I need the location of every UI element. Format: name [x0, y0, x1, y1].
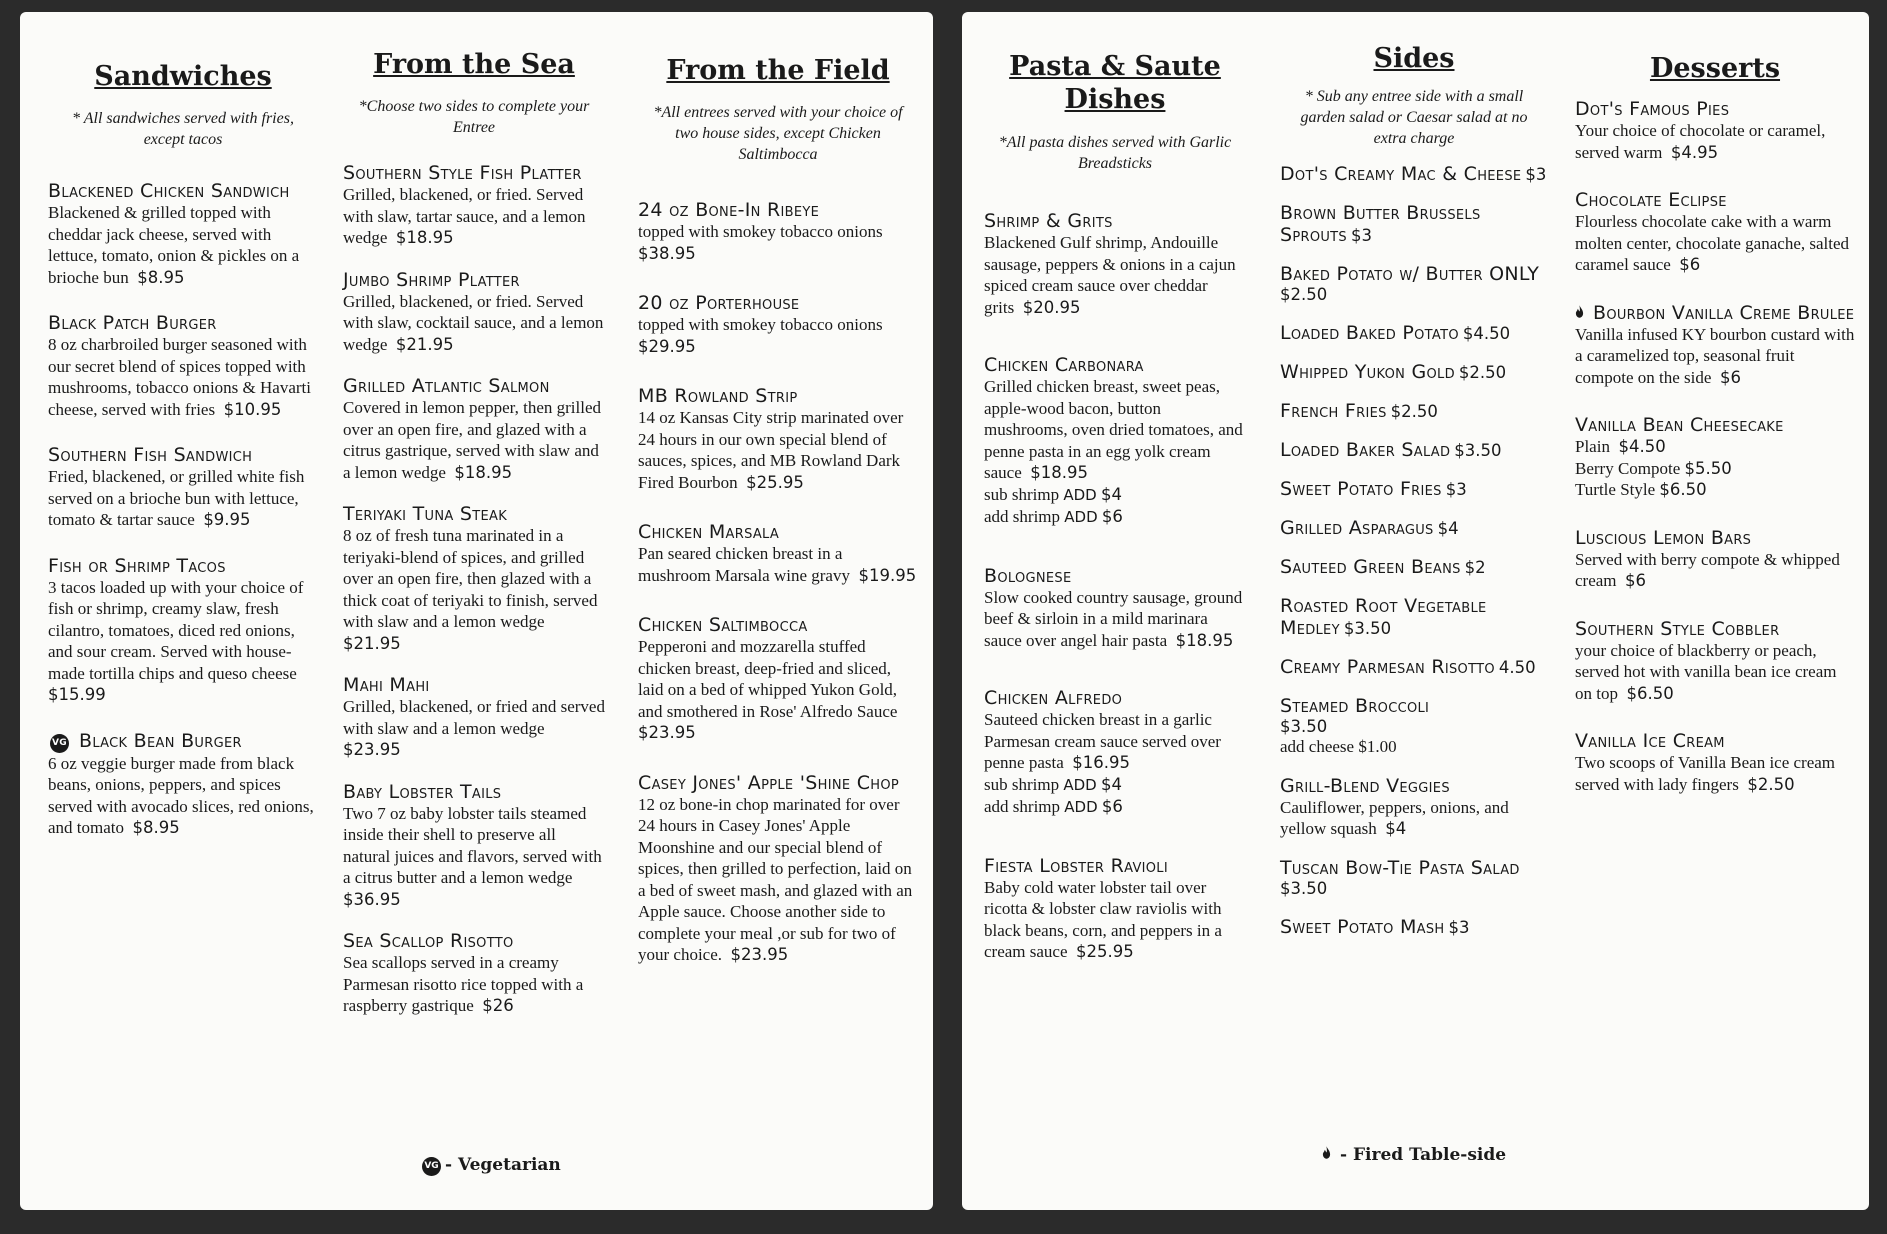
item-price: $3 [1445, 480, 1467, 499]
item-desc: 12 oz bone-in chop marinated for over 24 hours in Casey Jones' Apple Moonshine and our special blend of spices, then grilled to perfection, laid on a bed of sweet mash, and glazed with an Apple sauce. Choose another side to complete your meal ,or sub for two of your choice. [638, 794, 913, 964]
menu-item [638, 385, 918, 493]
side-item [1280, 695, 1548, 758]
side-item [1280, 361, 1548, 383]
item-name: French Fries [1280, 400, 1387, 422]
item-desc: Grilled, blackened, or fried. Served with slaw, tartar sauce, and a lemon wedge [343, 185, 586, 247]
desserts-section [1575, 52, 1855, 815]
item-desc: Vanilla infused KY bourbon custard with a caramelized top, seasonal fruit compote on the side [1575, 324, 1855, 387]
menu-item [1575, 98, 1855, 163]
item-name: Dot's Famous Pies [1575, 98, 1730, 120]
pasta-heading [984, 50, 1246, 116]
item-price: $26 [482, 996, 514, 1015]
option-label: add shrimp [984, 507, 1061, 526]
item-desc: topped with smokey tobacco onions [638, 222, 883, 241]
item-desc: Your choice of chocolate or caramel, served warm [1575, 121, 1826, 162]
item-price: $21.95 [343, 633, 401, 653]
item-name: Mahi Mahi [343, 674, 430, 696]
item-name: 20 oz Porterhouse [638, 292, 800, 314]
sub-shrimp-option [984, 484, 1246, 507]
item-desc: Pepperoni and mozzarella stuffed chicken breast, deep-fried and sliced, laid on a bed of whipped Yukon Gold, and smothered in Rose' Alfredo Sauce [638, 637, 898, 721]
side-item [1280, 857, 1548, 899]
item-price: $2.50 [1458, 363, 1507, 382]
side-item [1280, 775, 1548, 840]
side-item [1280, 322, 1548, 344]
item-name: Baked Potato w/ Butter ONLY [1280, 263, 1540, 285]
pasta-heading-line1: Pasta & Saute [1009, 51, 1221, 82]
menu-page-right [962, 12, 1869, 1210]
item-name: Whipped Yukon Gold [1280, 361, 1455, 383]
item-name: Jumbo Shrimp Platter [343, 268, 520, 291]
item-price: $16.95 [1072, 753, 1131, 772]
field-section [638, 54, 918, 986]
side-item [1280, 163, 1548, 185]
item-desc: Cauliflower, peppers, onions, and yellow squash [1280, 797, 1509, 838]
menu-item [343, 269, 605, 356]
item-price: $3.50 [1280, 878, 1328, 898]
item-name: 24 oz Bone-In Ribeye [638, 199, 820, 221]
option-label: sub shrimp [984, 484, 1060, 504]
item-price: $3.50 [1343, 619, 1392, 638]
menu-item [638, 772, 918, 966]
item-name: Sweet Potato Mash [1280, 915, 1445, 938]
item-name: Loaded Baked Potato [1280, 322, 1459, 344]
item-desc: your choice of blackberry or peach, served hot with vanilla bean ice cream on top [1575, 640, 1837, 703]
item-option [1575, 436, 1855, 458]
item-name: Chicken Carbonara [984, 354, 1144, 376]
item-name: Dot's Creamy Mac & Cheese [1280, 163, 1522, 185]
item-price: $8.95 [132, 818, 180, 837]
item-desc: Served with berry compote & whipped cream [1575, 549, 1840, 590]
item-desc: Pan seared chicken breast in a mushroom Marsala wine gravy [638, 544, 850, 585]
sea-note: *Choose two sides to complete your Entree [358, 98, 590, 136]
item-name: Teriyaki Tuna Steak [343, 503, 508, 525]
sea-section [343, 48, 605, 1037]
item-price: $6 [1719, 367, 1741, 387]
sides-heading: Sides [1373, 43, 1455, 74]
item-name: Blackened Chicken Sandwich [48, 180, 290, 202]
item-price: $3 [1525, 165, 1547, 184]
item-desc: Fried, blackened, or grilled white fish served on a brioche bun with lettuce, tomato & tartar sauce [48, 467, 305, 529]
item-price: $23.95 [730, 945, 789, 964]
item-price: $8.95 [137, 267, 185, 287]
side-item [1280, 517, 1548, 539]
item-price: $23.95 [343, 740, 401, 759]
item-desc: Grilled, blackened, or fried and served with slaw and a lemon wedge [343, 697, 605, 738]
menu-item [48, 312, 318, 420]
item-price: $18.95 [1175, 630, 1234, 650]
side-item [1280, 400, 1548, 422]
option-price: $6 [1101, 797, 1123, 816]
option-tag: ADD [1064, 508, 1098, 526]
item-desc: 3 tacos loaded up with your choice of fish or shrimp, creamy slaw, fresh cilantro, tomatoes, diced red onions, and sour cream. Served with house-made tortilla chips and queso cheese [48, 577, 304, 683]
item-desc: Baby cold water lobster tail over ricotta & lobster claw raviolis with black beans, corn, and peppers in a cream sauce [984, 877, 1222, 961]
item-name: Creamy Parmesan Risotto [1280, 656, 1495, 678]
item-desc: Covered in lemon pepper, then grilled over an open fire, and glazed with a citrus gastrique, served with slaw and a lemon wedge [343, 398, 602, 482]
item-name: Vanilla Bean Cheesecake [1575, 414, 1784, 436]
item-desc: 14 oz Kansas City strip marinated over 24 hours in our own special blend of sauces, spices, and MB Rowland Dark Fired Bourbon [638, 408, 904, 492]
item-price: $6 [1625, 571, 1647, 590]
item-price: $38.95 [638, 243, 696, 263]
item-price: $18.95 [1030, 463, 1088, 482]
item-name: Roasted Root Vegetable Medley [1280, 595, 1487, 639]
option-tag: ADD [1064, 798, 1098, 816]
side-item [1280, 916, 1548, 938]
sandwiches-section [48, 60, 318, 859]
menu-page-left [20, 12, 933, 1210]
menu-item [1575, 302, 1855, 389]
menu-item [48, 730, 318, 839]
menu-item [1575, 189, 1855, 276]
item-price: $19.95 [858, 565, 917, 585]
option-tag: ADD [1063, 775, 1097, 794]
item-price: $4.95 [1670, 142, 1719, 162]
vegetarian-legend [420, 1155, 561, 1176]
item-option [1575, 479, 1855, 501]
item-name: Loaded Baker Salad [1280, 439, 1451, 461]
item-name: Grilled Atlantic Salmon [343, 375, 550, 397]
item-name: Steamed Broccoli [1280, 695, 1430, 717]
item-name: Southern Style Fish Platter [343, 162, 582, 184]
item-price: $21.95 [395, 334, 454, 354]
item-name: Southern Style Cobbler [1575, 617, 1780, 640]
option-price: $4 [1100, 484, 1122, 504]
option-price: $6.50 [1659, 480, 1707, 499]
option-label: sub shrimp [984, 774, 1060, 794]
add-shrimp-option [984, 796, 1246, 819]
item-price: $29.95 [638, 336, 696, 356]
item-desc: Grilled, blackened, or fried. Served with slaw, cocktail sauce, and a lemon wedge [343, 291, 604, 354]
item-name: Sweet Potato Fries [1280, 478, 1442, 500]
sandwiches-heading: Sandwiches [94, 61, 272, 92]
flame-icon [1575, 305, 1584, 318]
item-name: Tuscan Bow-Tie Pasta Salad [1280, 856, 1520, 879]
item-name: Chicken Marsala [638, 521, 780, 543]
item-name: Chocolate Eclipse [1575, 189, 1727, 211]
vegetarian-icon: VG [422, 1157, 441, 1176]
fired-tableside-legend [1322, 1145, 1506, 1165]
item-name: Fish or Shrimp Tacos [48, 554, 226, 577]
item-price: $2.50 [1390, 402, 1438, 421]
desserts-heading: Desserts [1649, 53, 1781, 84]
option-price: $5.50 [1684, 458, 1732, 478]
item-desc: 8 oz of fresh tuna marinated in a teriyaki-blend of spices, and grilled over an open fire, then glazed with a thick coat of teriyaki to finish, served with slaw and a lemon wedge [343, 526, 598, 631]
item-desc: 8 oz charbroiled burger seasoned with our secret blend of spices topped with mushrooms, tobacco onions & Havarti cheese, served with fries [48, 335, 311, 419]
item-name: Chicken Alfredo [984, 687, 1123, 709]
item-name: Baby Lobster Tails [343, 780, 502, 803]
item-price: $3.50 [1454, 441, 1502, 460]
item-extra: add cheese $1.00 [1280, 737, 1397, 756]
item-name: Bolognese [984, 564, 1072, 587]
item-name: Luscious Lemon Bars [1575, 526, 1752, 549]
item-price: $15.99 [48, 685, 106, 704]
item-price: $18.95 [395, 228, 454, 247]
legend-text: - Fired Table-side [1340, 1145, 1507, 1165]
item-name: Grill-Blend Veggies [1280, 774, 1450, 797]
menu-item [984, 687, 1246, 819]
side-item [1280, 263, 1548, 305]
item-name: MB Rowland Strip [638, 385, 798, 407]
item-name: Black Patch Burger [48, 312, 217, 334]
side-item [1280, 656, 1548, 678]
item-desc: Blackened & grilled topped with cheddar jack cheese, served with lettuce, tomato, onion & pickles on a brioche bun [48, 203, 300, 287]
item-price: $10.95 [223, 399, 282, 419]
option-label: Turtle Style [1575, 480, 1656, 499]
item-name: Brown Butter Brussels Sprouts [1280, 202, 1481, 246]
item-name: Vanilla Ice Cream [1575, 730, 1725, 752]
item-desc: Grilled chicken breast, sweet peas, apple-wood bacon, button mushrooms, oven dried tomatoes, and penne pasta in an egg yolk cream sauce [984, 377, 1243, 482]
option-label: Plain [1575, 437, 1610, 456]
item-option [1575, 458, 1855, 480]
item-desc: Two 7 oz baby lobster tails steamed inside their shell to preserve all natural juices and flavors, served with a citrus butter and a lemon wedge [343, 803, 602, 887]
item-name: Fiesta Lobster Ravioli [984, 854, 1168, 877]
menu-item [343, 375, 605, 483]
item-price: $3 [1448, 917, 1470, 937]
flame-icon [1322, 1146, 1331, 1159]
menu-item [343, 930, 605, 1017]
item-name: Bourbon Vanilla Creme Brulee [1593, 301, 1855, 324]
item-price: 4.50 [1498, 658, 1536, 677]
option-label: add shrimp [984, 797, 1061, 816]
item-price: $6 [1679, 255, 1701, 274]
field-heading: From the Field [666, 55, 890, 86]
item-price: $9.95 [203, 510, 251, 529]
menu-item [638, 614, 918, 744]
item-desc: Two scoops of Vanilla Bean ice cream served with lady fingers [1575, 753, 1836, 794]
add-shrimp-option [984, 506, 1246, 529]
menu-item [343, 674, 605, 761]
item-price: $25.95 [1076, 942, 1134, 961]
item-price: $4 [1437, 519, 1459, 538]
item-name: Grilled Asparagus [1280, 517, 1434, 539]
item-desc: Sea scallops served in a creamy Parmesan risotto rice topped with a raspberry gastrique [343, 953, 584, 1015]
menu-item [984, 354, 1246, 529]
menu-item [343, 162, 605, 249]
item-desc: Slow cooked country sausage, ground beef & sirloin in a mild marinara sauce over angel hair pasta [984, 587, 1243, 650]
option-price: $6 [1101, 507, 1123, 526]
menu-item [1575, 618, 1855, 705]
menu-item [343, 781, 605, 911]
item-name: Sauteed Green Beans [1280, 556, 1461, 578]
option-label: Berry Compote [1575, 458, 1681, 478]
item-price: $2.50 [1747, 774, 1795, 794]
item-price: $4 [1385, 819, 1407, 838]
option-price: $4 [1100, 774, 1122, 794]
sub-shrimp-option [984, 774, 1246, 797]
item-price: $3.50 [1280, 717, 1328, 736]
pasta-note: *All pasta dishes served with Garlic Breadsticks [998, 134, 1232, 172]
item-name: Southern Fish Sandwich [48, 444, 253, 466]
vegetarian-icon: VG [50, 734, 69, 753]
pasta-section [984, 50, 1246, 983]
menu-item [48, 444, 318, 531]
legend-text: - Vegetarian [445, 1155, 561, 1175]
sides-section [1280, 42, 1548, 955]
field-note: *All entrees served with your choice of two house sides, except Chicken Saltimbocca [653, 104, 903, 163]
item-price: $2.50 [1280, 285, 1328, 304]
menu-item [1575, 730, 1855, 795]
menu-item [48, 180, 318, 288]
menu-item [343, 503, 605, 654]
item-price: $3 [1350, 226, 1372, 245]
item-price: $25.95 [746, 472, 804, 492]
item-desc: topped with smokey tobacco onions [638, 315, 883, 334]
option-tag: ADD [1063, 485, 1097, 504]
menu-item [1575, 414, 1855, 501]
menu-item [1575, 527, 1855, 592]
item-price: $18.95 [454, 462, 513, 482]
menu-item [984, 210, 1246, 318]
side-item [1280, 439, 1548, 461]
menu-item [48, 555, 318, 706]
side-item [1280, 556, 1548, 578]
item-name: Casey Jones' Apple 'Shine Chop [638, 771, 900, 794]
item-desc: Sauteed chicken breast in a garlic Parmesan cream sauce served over penne pasta [984, 710, 1221, 772]
menu-item [984, 565, 1246, 652]
side-item [1280, 202, 1548, 246]
menu-item [638, 521, 918, 586]
item-desc: 6 oz veggie burger made from black beans, onions, peppers, and spices served with avocado slices, red onions, and tomato [48, 753, 314, 837]
item-name: Shrimp & Grits [984, 210, 1113, 232]
side-item [1280, 595, 1548, 639]
sandwiches-note: * All sandwiches served with fries, except tacos [72, 110, 294, 148]
menu-item [638, 292, 918, 357]
item-price: $20.95 [1022, 297, 1081, 317]
menu-item [638, 199, 918, 264]
item-price: $4.50 [1462, 324, 1511, 343]
item-name: Black Bean Burger [79, 729, 242, 752]
sides-note: * Sub any entree side with a small garden salad or Caesar salad at no extra charge [1300, 88, 1528, 147]
menu-item [984, 855, 1246, 963]
item-price: $6.50 [1626, 683, 1674, 703]
pasta-heading-line2: Dishes [1064, 84, 1166, 115]
item-price: $23.95 [638, 723, 696, 742]
item-price: $2 [1464, 558, 1486, 577]
item-name: Sea Scallop Risotto [343, 930, 514, 952]
option-price: $4.50 [1618, 437, 1666, 456]
item-name: Chicken Saltimbocca [638, 614, 808, 636]
item-desc: Flourless chocolate cake with a warm molten center, chocolate ganache, salted caramel sauce [1575, 212, 1850, 274]
sea-heading: From the Sea [373, 49, 575, 80]
item-desc: Blackened Gulf shrimp, Andouille sausage, peppers & onions in a cajun spiced cream sauce over cheddar grits [984, 233, 1236, 317]
item-price: $36.95 [343, 889, 401, 909]
side-item [1280, 478, 1548, 500]
